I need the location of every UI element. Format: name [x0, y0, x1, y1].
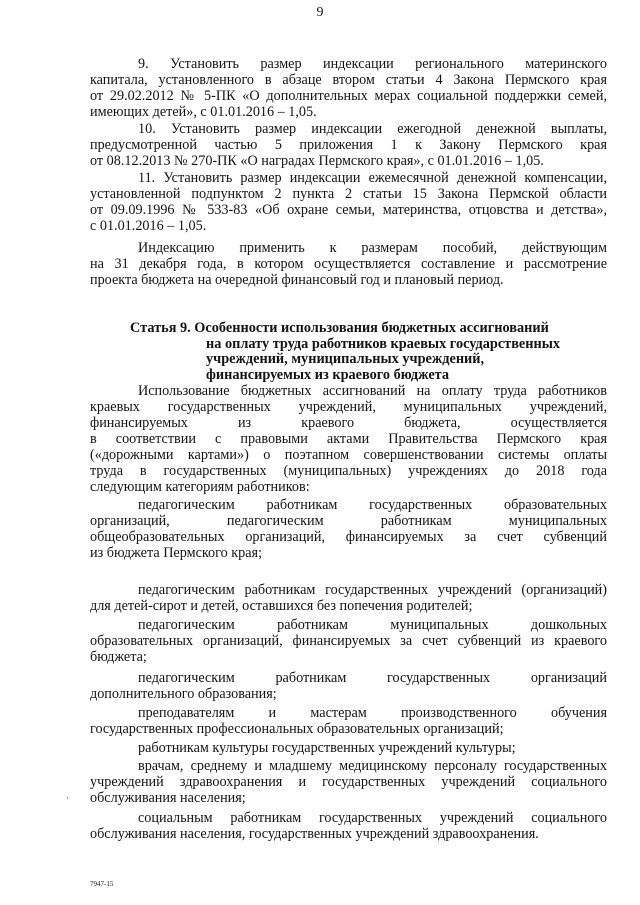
paragraph-p9 — [90, 56, 607, 120]
article-heading-line: финансируемых из краевого бюджета — [206, 366, 450, 383]
text-line: педагогическим работникам государственных организаций — [138, 670, 607, 686]
text-line: 9. Установить размер индексации регионального материнского — [138, 56, 607, 72]
text-line: труда в государственных (муниципальных) учреждениях до 2018 года — [90, 463, 607, 479]
text-line: установленной подпунктом 2 пункта 2 статьи 15 Закона Пермской области — [90, 186, 607, 202]
text-line: учреждений здравоохранения и государственных учреждений социального — [90, 774, 607, 790]
article-heading-line: на оплату труда работников краевых государственных — [206, 335, 561, 352]
text-line: организаций, педагогическим работникам муниципальных — [90, 513, 607, 529]
text-line: работникам культуры государственных учреждений культуры; — [138, 740, 516, 756]
text-line: в соответствии с правовыми актами Правительства Пермского края — [90, 431, 607, 447]
text-line: педагогическим работникам государственных учреждений (организаций) — [138, 582, 607, 598]
text-line: обслуживания населения; — [90, 790, 246, 806]
text-line: государственных профессиональных образовательных организаций; — [90, 721, 504, 737]
paragraph-b_4 — [90, 670, 607, 702]
text-line: педагогическим работникам государственных образовательных — [138, 497, 607, 513]
text-line: Использование бюджетных ассигнований на оплату труда работников — [138, 383, 607, 399]
text-line: Индексацию применить к размерам пособий, действующим — [138, 240, 607, 256]
article-heading — [130, 321, 600, 383]
paragraph-b_5 — [90, 705, 607, 737]
text-line: имеющих детей», с 01.01.2016 – 1,05. — [90, 104, 317, 120]
text-line: на 31 декабря года, в котором осуществляется составление и рассмотрение — [90, 256, 607, 272]
paragraph-b_7 — [90, 758, 607, 806]
paragraph-p10 — [90, 121, 607, 169]
text-line: 10. Установить размер индексации ежегодной денежной выплаты, — [138, 121, 607, 137]
text-line: от 08.12.2013 № 270-ПК «О наградах Пермского края», с 01.01.2016 – 1,05. — [90, 153, 544, 169]
text-line: от 29.02.2012 № 5-ПК «О дополнительных мерах социальной поддержки семей, — [90, 88, 607, 104]
paragraph-b_1 — [90, 497, 607, 561]
text-line: социальным работникам государственных учреждений социального — [138, 810, 607, 826]
footer-code: 7947-15 — [90, 880, 114, 888]
text-line: дополнительного образования; — [90, 686, 277, 702]
paragraph-b_6 — [90, 740, 607, 756]
text-line: предусмотренной частью 5 приложения 1 к Закону Пермского края — [90, 137, 607, 153]
text-line: бюджета; — [90, 649, 147, 665]
text-line: для детей-сирот и детей, оставшихся без попечения родителей; — [90, 598, 473, 614]
text-line: краевых государственных учреждений, муниципальных учреждений, — [90, 399, 607, 415]
paragraph-b_intro — [90, 383, 607, 495]
text-line: из бюджета Пермского края; — [90, 545, 263, 561]
text-line: преподавателям и мастерам производственного обучения — [138, 705, 607, 721]
paragraph-b_8 — [90, 810, 607, 842]
article-heading-line: учреждений, муниципальных учреждений, — [206, 351, 485, 367]
text-line: общеобразовательных организаций, финансируемых за счет субвенций — [90, 529, 607, 545]
text-line: обслуживания населения, государственных учреждений здравоохранения. — [90, 826, 539, 842]
paragraph-b_3 — [90, 617, 607, 665]
text-line: проекта бюджета на очередной финансовый год и плановый период. — [90, 272, 504, 288]
text-line: с 01.01.2016 – 1,05. — [90, 218, 207, 234]
text-line: следующим категориям работников: — [90, 479, 310, 495]
text-line: финансируемых из краевого бюджета, осуществляется — [90, 415, 607, 431]
text-line: врачам, среднему и младшему медицинскому персоналу государственных — [138, 758, 607, 774]
text-line: («дорожными картами») о поэтапном совершенствовании системы оплаты — [90, 447, 607, 463]
article-heading-line: Статья 9. Особенности использования бюджетных ассигнований — [130, 320, 549, 336]
text-line: от 09.09.1996 № 533-83 «Об охране семьи, материнства, отцовства и детства», — [90, 202, 607, 218]
page-number: 9 — [316, 5, 324, 20]
paragraph-p_index — [90, 240, 607, 288]
paragraph-b_2 — [90, 582, 607, 614]
text-line: 11. Установить размер индексации ежемесячной денежной компенсации, — [138, 170, 607, 186]
text-line: капитала, установленного в абзаце втором статьи 4 Закона Пермского края — [90, 72, 607, 88]
stray-mark: · — [66, 793, 69, 803]
paragraph-p11 — [90, 170, 607, 234]
text-line: педагогическим работникам муниципальных дошкольных — [138, 617, 607, 633]
text-line: образовательных организаций, финансируемых за счет субвенций из краевого — [90, 633, 607, 649]
